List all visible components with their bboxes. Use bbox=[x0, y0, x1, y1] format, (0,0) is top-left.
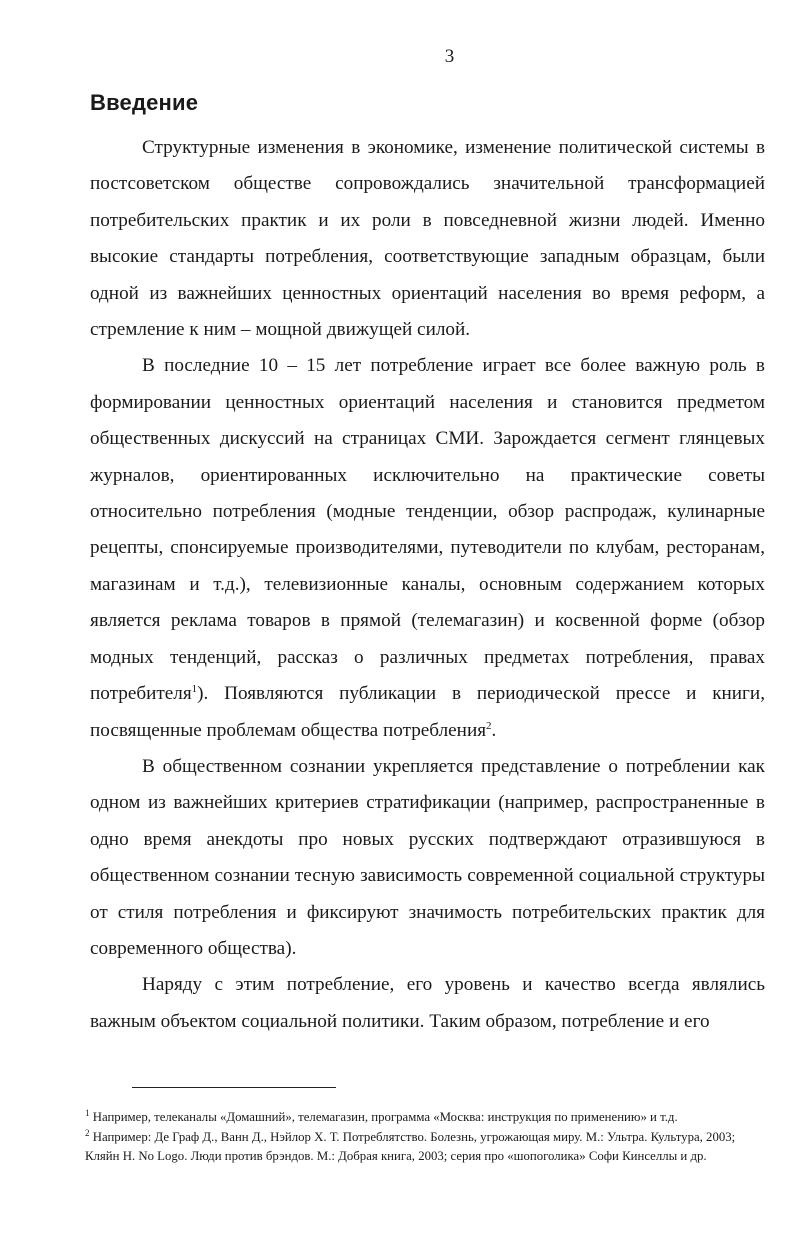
paragraph-text: Наряду с этим потребление, его уровень и качество всегда являлись важным объектом социальной политики. Таким образом, потребление и его bbox=[90, 974, 765, 1032]
footnote-text: Например, телеканалы «Домашний», телемагазин, программа «Москва: инструкция по применению» и т.д. bbox=[89, 1110, 678, 1124]
paragraph-2 bbox=[90, 348, 765, 748]
paragraph-text: В общественном сознании укрепляется представление о потреблении как одном из важнейших критериев стратификации (например, распространенные в одно время анекдоты про новых русских подтверждают отразившуюся в общественном сознании тесную зависимость современной социальной структуры от стиля потребления и фиксируют значимость потребительских практик для современного общества). bbox=[90, 755, 765, 959]
paragraph-text: ). Появляются публикации в периодической прессе и книги, посвященные проблемам общества потребления bbox=[90, 683, 765, 741]
footnote-marker: 2 bbox=[85, 1127, 90, 1138]
footnotes bbox=[85, 1108, 765, 1167]
footnote-ref-1[interactable]: 1 bbox=[191, 683, 198, 696]
footnote-marker: 1 bbox=[85, 1108, 90, 1118]
paragraph-text: В последние 10 – 15 лет потребление играет все более важную роль в формировании ценностных ориентаций населения и становится предметом общественных дискуссий на страницах СМИ. Зарождается сегмент глянцевых журналов, ориентированных исключительно на практические советы относительно потребления (модные тенденции, обзор распродаж, кулинарные рецепты, спонсируемые производителями, путеводители по клубам, ресторанам, магазинам и т.д.), телевизионные каналы, основным содержанием которых является реклама товаров в прямой (телемагазин) и косвенной форме (обзор модных тенденций, рассказ о различных предметах потребления, правах потребителя bbox=[90, 355, 765, 705]
paragraph-text: Структурные изменения в экономике, изменение политической системы в постсоветском обществе сопровождались значительной трансформацией потребительских практик и их роли в повседневной жизни людей. Именно высокие стандарты потребления, соответствующие западным образцам, были одной из важнейших ценностных ориентаций населения во время реформ, а стремление к ним – мощной движущей силой. bbox=[90, 137, 765, 341]
paragraph-4 bbox=[90, 967, 765, 1040]
footnote-1 bbox=[85, 1108, 765, 1128]
footnote-separator bbox=[132, 1087, 336, 1088]
footnote-2 bbox=[85, 1128, 765, 1167]
paragraph-3 bbox=[90, 749, 765, 967]
paragraph-1 bbox=[90, 130, 765, 348]
footnote-ref-2[interactable]: 2 bbox=[486, 719, 492, 732]
body-text bbox=[90, 130, 765, 1040]
paragraph-text: . bbox=[491, 719, 497, 741]
footnote-text: Например: Де Граф Д., Ванн Д., Нэйлор Х. Т. Потреблятство. Болезнь, угрожающая миру. М.: Ультра. Культура, 2003; Кляйн Н. No Logo. Люди против брэндов. М.: Добрая книга, 2003; серия про «шопоголика» Софи Кинселлы и др. bbox=[85, 1129, 736, 1164]
page-number: 3 bbox=[444, 46, 455, 67]
page-title: Введение bbox=[90, 90, 199, 115]
